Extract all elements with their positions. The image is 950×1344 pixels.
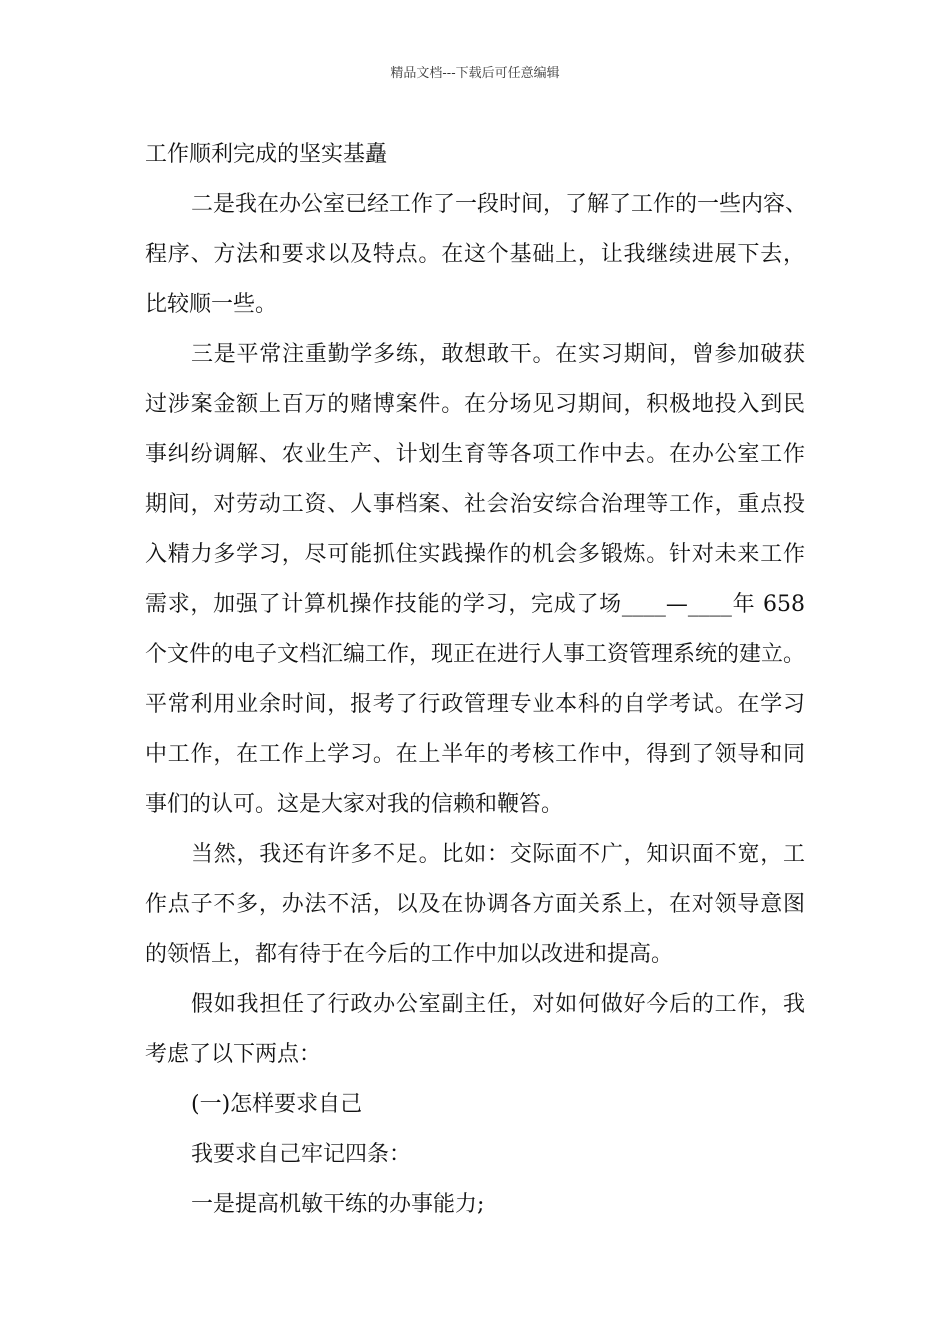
paragraph-first-line: 二是我在办公室已经工作了一段时间，了解了工作的一些内容、 [191, 192, 808, 217]
text-line: 需求，加强了计算机操作技能的学习，完成了场____—____年 658 [145, 592, 805, 617]
paragraph-first-line: 假如我担任了行政办公室副主任，对如何做好今后的工作，我 [191, 992, 805, 1017]
paragraph-first-line: 当然，我还有许多不足。比如：交际面不广，知识面不宽，工 [191, 842, 805, 867]
text-line: 事们的认可。这是大家对我的信赖和鞭笞。 [145, 792, 564, 817]
paragraph-first-line: 三是平常注重勤学多练，敢想敢干。在实习期间，曾参加破获 [191, 342, 805, 367]
text-line: 程序、方法和要求以及特点。在这个基础上，让我继续进展下去， [145, 242, 805, 267]
text-line: 我要求自己牢记四条： [191, 1142, 412, 1167]
text-line: 入精力多学习，尽可能抓住实践操作的机会多锻炼。针对未来工作 [145, 542, 805, 567]
text-line: 平常利用业余时间，报考了行政管理专业本科的自学考试。在学习 [145, 692, 805, 717]
text-line: 过涉案金额上百万的赌博案件。在分场见习期间，积极地投入到民 [145, 392, 805, 417]
text-line: 考虑了以下两点： [145, 1042, 322, 1067]
text-line: 事纠纷调解、农业生产、计划生育等各项工作中去。在办公室工作 [145, 442, 805, 467]
text-line: 的领悟上，都有待于在今后的工作中加以改进和提高。 [145, 942, 674, 967]
text-line: 个文件的电子文档汇编工作，现正在进行人事工资管理系统的建立。 [145, 642, 806, 667]
text-line: 比较顺一些。 [145, 292, 278, 317]
text-line: 一是提高机敏干练的办事能力; [191, 1192, 485, 1217]
text-line: 期间，对劳动工资、人事档案、社会治安综合治理等工作，重点投 [145, 492, 805, 517]
text-line: 作点子不多，办法不活，以及在协调各方面关系上，在对领导意图 [145, 892, 805, 917]
page-header: 精品文档---下载后可任意编辑 [390, 66, 560, 81]
text-line: 中工作，在工作上学习。在上半年的考核工作中，得到了领导和同 [145, 742, 805, 767]
text-line: 工作顺利完成的坚实基矗 [145, 142, 388, 167]
section-heading: (一)怎样要求自己 [191, 1092, 363, 1117]
